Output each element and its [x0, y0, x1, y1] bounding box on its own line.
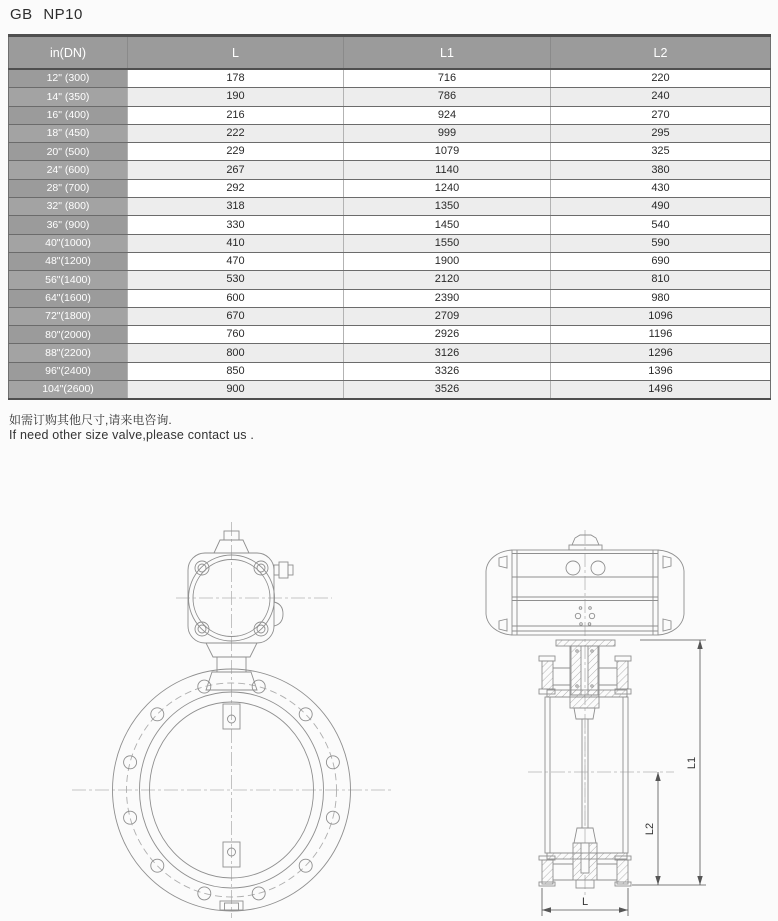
cell-l2: 325: [551, 143, 771, 161]
cell-l2: 220: [551, 69, 771, 88]
col-header-l1: L1: [344, 36, 551, 70]
cell-l: 470: [128, 252, 344, 270]
cell-l: 216: [128, 106, 344, 124]
col-header-l2: L2: [551, 36, 771, 70]
table-row: [9, 106, 771, 124]
cell-l1: 2120: [344, 271, 551, 289]
table-row: [9, 289, 771, 307]
cell-l1: 1079: [344, 143, 551, 161]
table-row: [9, 143, 771, 161]
cell-size-dn: 72"(1800): [9, 307, 128, 325]
cell-l1: 924: [344, 106, 551, 124]
cell-l2: 380: [551, 161, 771, 179]
cell-l2: 1096: [551, 307, 771, 325]
cell-l: 900: [128, 381, 344, 400]
table-row: [9, 179, 771, 197]
table-row: [9, 234, 771, 252]
dim-label-l1: L1: [686, 756, 698, 770]
cell-size-dn: 18" (450): [9, 124, 128, 142]
cell-l: 760: [128, 326, 344, 344]
cell-l: 190: [128, 88, 344, 106]
dim-label-l: L: [581, 896, 589, 908]
cell-l1: 1240: [344, 179, 551, 197]
cell-l1: 3326: [344, 362, 551, 380]
cell-l: 600: [128, 289, 344, 307]
cell-l2: 240: [551, 88, 771, 106]
table-row: [9, 381, 771, 400]
cell-l2: 980: [551, 289, 771, 307]
note-chinese: 如需订购其他尺寸,请来电咨询.: [9, 413, 172, 427]
table-row: [9, 307, 771, 325]
cell-l2: 1196: [551, 326, 771, 344]
cell-size-dn: 16" (400): [9, 106, 128, 124]
table-row: [9, 161, 771, 179]
spec-table-body: [9, 69, 771, 399]
cell-size-dn: 36" (900): [9, 216, 128, 234]
cell-l: 530: [128, 271, 344, 289]
front-view-drawing: [72, 522, 392, 918]
cell-size-dn: 48"(1200): [9, 252, 128, 270]
table-row: [9, 216, 771, 234]
table-row: [9, 344, 771, 362]
cell-l1: 2390: [344, 289, 551, 307]
cell-l1: 2709: [344, 307, 551, 325]
cell-l1: 786: [344, 88, 551, 106]
cell-l1: 3126: [344, 344, 551, 362]
cell-l1: 1450: [344, 216, 551, 234]
cell-l1: 716: [344, 69, 551, 88]
cell-l2: 590: [551, 234, 771, 252]
cell-l1: 1140: [344, 161, 551, 179]
cell-l: 267: [128, 161, 344, 179]
cell-l1: 3526: [344, 381, 551, 400]
cell-l2: 295: [551, 124, 771, 142]
table-row: [9, 88, 771, 106]
cell-l: 410: [128, 234, 344, 252]
cell-l2: 810: [551, 271, 771, 289]
header-row: [9, 36, 771, 70]
table-row: [9, 271, 771, 289]
cell-l2: 690: [551, 252, 771, 270]
col-header-l: L: [128, 36, 344, 70]
cell-l2: 1396: [551, 362, 771, 380]
cell-l: 670: [128, 307, 344, 325]
cell-l1: 1550: [344, 234, 551, 252]
cell-l: 800: [128, 344, 344, 362]
cell-l: 178: [128, 69, 344, 88]
spec-table: [8, 34, 771, 400]
cell-size-dn: 64"(1600): [9, 289, 128, 307]
cell-size-dn: 12" (300): [9, 69, 128, 88]
cell-size-dn: 80"(2000): [9, 326, 128, 344]
cell-l2: 270: [551, 106, 771, 124]
dim-label-l2: L2: [644, 822, 656, 836]
cell-l: 850: [128, 362, 344, 380]
cell-l: 318: [128, 198, 344, 216]
col-header-dn: in(DN): [9, 36, 128, 70]
cell-l: 229: [128, 143, 344, 161]
cell-l2: 540: [551, 216, 771, 234]
cell-size-dn: 40"(1000): [9, 234, 128, 252]
spec-table-header: [9, 36, 771, 70]
cell-l1: 1900: [344, 252, 551, 270]
cell-l2: 490: [551, 198, 771, 216]
cell-size-dn: 28" (700): [9, 179, 128, 197]
table-row: [9, 326, 771, 344]
table-row: [9, 124, 771, 142]
cell-l2: 430: [551, 179, 771, 197]
note-english: If need other size valve,please contact us .: [9, 428, 255, 442]
cell-l1: 2926: [344, 326, 551, 344]
cell-size-dn: 88"(2200): [9, 344, 128, 362]
cell-l2: 1296: [551, 344, 771, 362]
cell-l: 222: [128, 124, 344, 142]
cell-l1: 1350: [344, 198, 551, 216]
table-row: [9, 252, 771, 270]
cell-l2: 1496: [551, 381, 771, 400]
cell-size-dn: 96"(2400): [9, 362, 128, 380]
side-view-drawing: [486, 530, 684, 895]
valve-drawings: [0, 460, 778, 921]
page-title: GB NP10: [10, 6, 83, 23]
cell-size-dn: 14" (350): [9, 88, 128, 106]
table-row: [9, 69, 771, 88]
cell-size-dn: 32" (800): [9, 198, 128, 216]
table-row: [9, 362, 771, 380]
cell-l1: 999: [344, 124, 551, 142]
cell-size-dn: 24" (600): [9, 161, 128, 179]
cell-size-dn: 56"(1400): [9, 271, 128, 289]
cell-l: 292: [128, 179, 344, 197]
table-row: [9, 198, 771, 216]
cell-size-dn: 104"(2600): [9, 381, 128, 400]
cell-size-dn: 20" (500): [9, 143, 128, 161]
cell-l: 330: [128, 216, 344, 234]
